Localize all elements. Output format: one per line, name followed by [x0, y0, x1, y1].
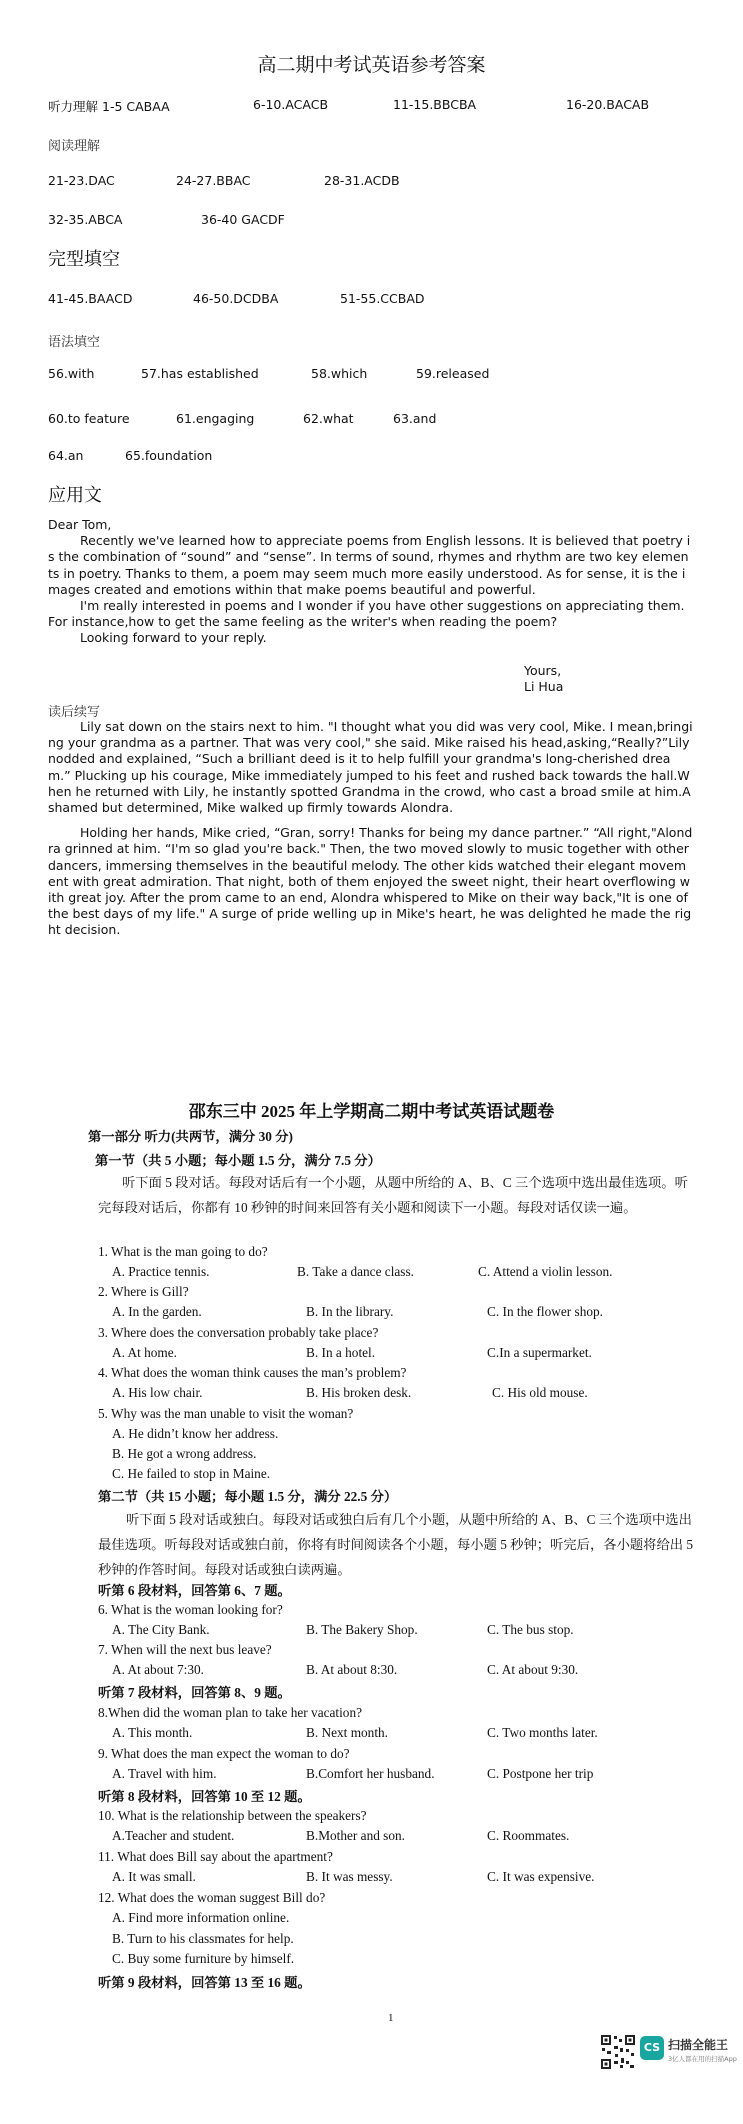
option-b: B. Next month. — [306, 1725, 388, 1740]
continuation-text — [48, 719, 693, 939]
answer-item: 11-15.BBCBA — [393, 97, 477, 112]
letter-paragraph: Recently we've learned how to appreciate poems from English lessons. It is believed that poetry is the combination of “sound” and “sense”. In terms of sound, rhymes and rhythm are two key elements in poetry. Thanks to them, a poem may seem much more easily understood. As for sense, it is the images created and emotions within that make poems beautiful and powerful. — [48, 533, 691, 597]
material-heading: 听第 6 段材料，回答第 6、7 题。 — [98, 1583, 291, 1598]
question-stem: 11. What does Bill say about the apartment? — [98, 1849, 333, 1864]
option-a: A. The City Bank. — [112, 1622, 210, 1637]
answer-title: 高二期中考试英语参考答案 — [257, 54, 486, 76]
writing-label: 应用文 — [48, 485, 102, 506]
option-c: C. Two months later. — [487, 1725, 598, 1740]
story-paragraph: Lily sat down on the stairs next to him. "I thought what you did was very cool, Mike. I mean,bringing your grandma as a partner. That was very cool," she said. Mike raised his head,asking,“Really?”Lily nodded and explained, “Such a brilliant deed is it to help fulfill your grandma's long-cherished dream.” Plucking up his courage, Mike immediately jumped to his feet and rushed back towards the hall.When he returned with Lily, he instantly spotted Grandma in the crowd, who cast a broad smile at him.Ashamed but determined, Mike walked up firmly towards Alondra. — [48, 719, 693, 816]
option-b: B. Take a dance class. — [297, 1264, 414, 1279]
question-stem: 1. What is the man going to do? — [98, 1244, 268, 1259]
option-c: C. Postpone her trip — [487, 1766, 594, 1781]
option-a: A. This month. — [112, 1725, 193, 1740]
letter-signature: Li Hua — [524, 679, 564, 694]
qr-code-icon — [600, 2034, 636, 2070]
option-c: C. The bus stop. — [487, 1622, 574, 1637]
answer-item: 56.with — [48, 366, 95, 381]
section-instructions: 听下面 5 段对话或独白。每段对话或独白后有几个小题，从题中所给的 A、B、C 三个选项中选出最佳选项。听每段对话或独白前，你将有时间阅读各个小题，每小题 5 秒钟；听完后，各小题将给出 5 秒钟的作答时间。每段对话或独白读两遍。 — [98, 1512, 694, 1577]
answer-item: 24-27.BBAC — [176, 173, 251, 188]
option-b: B. The Bakery Shop. — [306, 1622, 418, 1637]
answer-item: 1-5 CABAA — [102, 99, 170, 114]
answer-item: 41-45.BAACD — [48, 291, 133, 306]
camscanner-logo-icon: CS — [640, 2036, 664, 2060]
option-a: A. At home. — [112, 1345, 178, 1360]
option-a: A. He didn’t know her address. — [112, 1426, 279, 1441]
option-a: A. At about 7:30. — [112, 1662, 204, 1677]
option-b: B. In the library. — [306, 1304, 394, 1319]
page-number: 1 — [388, 2012, 394, 2024]
question-stem: 4. What does the woman think causes the man’s problem? — [98, 1365, 407, 1380]
option-a: A. Find more information online. — [112, 1910, 290, 1925]
section-heading: 第一节（共 5 小题；每小题 1.5 分，满分 7.5 分） — [95, 1153, 381, 1168]
option-c: C. At about 9:30. — [487, 1662, 579, 1677]
answer-item: 58.which — [311, 366, 368, 381]
question-stem: 10. What is the relationship between the speakers? — [98, 1808, 367, 1823]
section-instructions: 听下面 5 段对话。每段对话后有一个小题，从题中所给的 A、B、C 三个选项中选出最佳选项。听完每段对话后，你都有 10 秒钟的时间来回答有关小题和阅读下一小题。每段对话仅读一遍。 — [98, 1175, 688, 1215]
option-b: B. Turn to his classmates for help. — [112, 1931, 294, 1946]
option-c: C.In a supermarket. — [487, 1345, 592, 1360]
question-stem: 12. What does the woman suggest Bill do? — [98, 1890, 326, 1905]
option-b: B.Comfort her husband. — [306, 1766, 435, 1781]
listening-label: 听力理解 — [48, 99, 99, 114]
answer-item: 57.has established — [141, 366, 259, 381]
answer-item: 63.and — [393, 411, 437, 426]
option-a: A. It was small. — [112, 1869, 196, 1884]
answer-item: 59.released — [416, 366, 490, 381]
material-heading: 听第 9 段材料，回答第 13 至 16 题。 — [98, 1975, 311, 1990]
answer-item: 16-20.BACAB — [566, 97, 650, 112]
part-heading: 第一部分 听力(共两节，满分 30 分) — [88, 1129, 293, 1144]
question-stem: 6. What is the woman looking for? — [98, 1602, 283, 1617]
option-a: A.Teacher and student. — [112, 1828, 235, 1843]
reading-label: 阅读理解 — [48, 139, 101, 154]
material-heading: 听第 7 段材料，回答第 8、9 题。 — [98, 1685, 291, 1700]
writing-letter — [48, 517, 693, 647]
answer-item: 6-10.ACACB — [253, 97, 329, 112]
question-stem: 2. Where is Gill? — [98, 1284, 189, 1299]
answer-item: 21-23.DAC — [48, 173, 115, 188]
question-stem: 3. Where does the conversation probably take place? — [98, 1325, 379, 1340]
letter-paragraph: Looking forward to your reply. — [80, 630, 267, 646]
option-c: C. His old mouse. — [492, 1385, 588, 1400]
material-heading: 听第 8 段材料，回答第 10 至 12 题。 — [98, 1789, 311, 1804]
answer-item: 61.engaging — [176, 411, 255, 426]
letter-closing: Yours, — [524, 663, 562, 678]
option-b: B. He got a wrong address. — [112, 1446, 257, 1461]
question-stem: 5. Why was the man unable to visit the woman? — [98, 1406, 354, 1421]
answer-item: 28-31.ACDB — [324, 173, 400, 188]
continuation-label: 读后续写 — [48, 705, 101, 720]
answer-item: 36-40 GACDF — [201, 212, 285, 227]
option-b: B. His broken desk. — [306, 1385, 412, 1400]
option-b: B.Mother and son. — [306, 1828, 405, 1843]
answer-item: 32-35.ABCA — [48, 212, 123, 227]
answer-item: 60.to feature — [48, 411, 130, 426]
app-tagline: 3亿人都在用的扫描App — [668, 2055, 737, 2063]
exam-title: 邵东三中 2025 年上学期高二期中考试英语试题卷 — [188, 1102, 555, 1121]
option-c: C. It was expensive. — [487, 1869, 595, 1884]
grammar-label: 语法填空 — [48, 335, 101, 350]
answer-item: 64.an — [48, 448, 84, 463]
letter-greeting: Dear Tom, — [48, 517, 112, 532]
option-a: A. In the garden. — [112, 1304, 202, 1319]
option-c: C. Roommates. — [487, 1828, 570, 1843]
option-a: A. His low chair. — [112, 1385, 203, 1400]
option-b: B. In a hotel. — [306, 1345, 376, 1360]
option-a: A. Practice tennis. — [112, 1264, 210, 1279]
section-heading: 第二节（共 15 小题；每小题 1.5 分，满分 22.5 分） — [98, 1489, 398, 1504]
option-a: A. Travel with him. — [112, 1766, 217, 1781]
answer-item: 62.what — [303, 411, 354, 426]
option-c: C. In the flower shop. — [487, 1304, 603, 1319]
answer-item: 65.foundation — [125, 448, 213, 463]
cloze-label: 完型填空 — [48, 249, 120, 270]
option-c: C. Attend a violin lesson. — [478, 1264, 613, 1279]
option-b: B. It was messy. — [306, 1869, 393, 1884]
listening-answers — [48, 97, 170, 115]
option-b: B. At about 8:30. — [306, 1662, 398, 1677]
question-stem: 7. When will the next bus leave? — [98, 1642, 272, 1657]
question-stem: 8.When did the woman plan to take her vacation? — [98, 1705, 362, 1720]
question-stem: 9. What does the man expect the woman to do? — [98, 1746, 350, 1761]
letter-paragraph: I'm really interested in poems and I wonder if you have other suggestions on appreciating them. For instance,how to get the same feeling as the writer's when reading the poem? — [48, 598, 685, 630]
option-c: C. Buy some furniture by himself. — [112, 1951, 295, 1966]
story-paragraph: Holding her hands, Mike cried, “Gran, sorry! Thanks for being my dance partner.” “All right,"Alondra grinned at him. “I'm so glad you're back." Then, the two moved slowly to music together with other dancers, immersing themselves in the beautiful melody. The other kids watched their elegant movement with great admiration. That night, both of them enjoyed the sweet night, their heart overflowing with great joy. After the prom came to an end, Alondra whispered to Mike on their way back,"It is one of the best days of my life." A surge of pride welling up in Mike's heart, he was delighted he made the right decision. — [48, 825, 693, 938]
answer-item: 51-55.CCBAD — [340, 291, 425, 306]
app-name: 扫描全能王 — [668, 2038, 729, 2052]
option-c: C. He failed to stop in Maine. — [112, 1466, 271, 1481]
answer-item: 46-50.DCDBA — [193, 291, 279, 306]
